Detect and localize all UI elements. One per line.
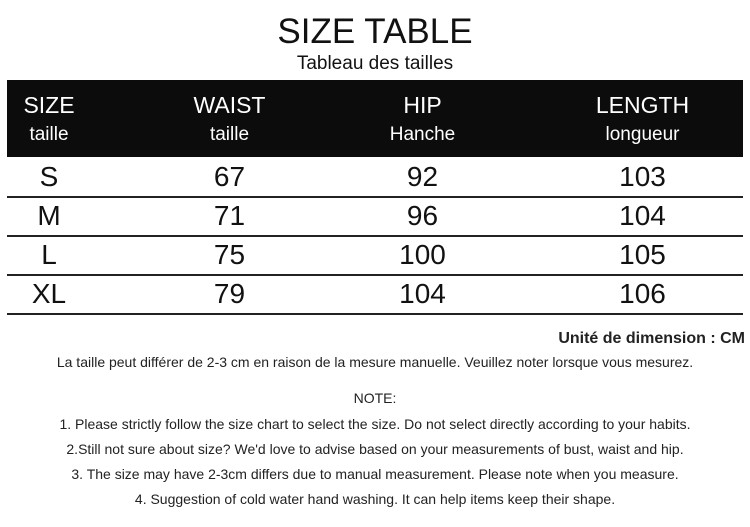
header-size-label: SIZE [23,92,75,118]
header-waist-label: WAIST [193,92,266,118]
length-cell: 103 [619,161,666,192]
header-hip [337,80,508,157]
size-cell: M [37,200,61,231]
note-item: 1. Please strictly follow the size chart to select the size. Do not select directly according to your habits. [59,416,691,432]
length-cell: 104 [619,200,666,231]
hip-cell: 100 [399,239,446,270]
note-item: 3. The size may have 2-3cm differs due to manual measurement. Please note when you measure. [71,466,679,482]
header-waist-label-fr: taille [209,124,250,145]
waist-cell: 79 [213,278,246,309]
length-cell: 106 [619,278,666,309]
size-table-header [7,80,743,157]
table-row [7,196,743,237]
note-title: NOTE: [353,390,397,406]
table-row [7,274,743,315]
table-row [7,235,743,276]
header-size-label-fr: taille [29,124,69,145]
size-cell: S [39,161,59,192]
waist-cell: 67 [213,161,246,192]
header-length-label-fr: longueur [605,124,680,145]
table-row [7,157,743,198]
length-cell: 105 [619,239,666,270]
header-length [555,80,730,157]
page-subtitle: Tableau des tailles [296,53,454,74]
hip-cell: 104 [399,278,446,309]
header-hip-label: HIP [403,92,442,118]
waist-cell: 75 [213,239,246,270]
measurement-disclaimer: La taille peut différer de 2-3 cm en raison de la mesure manuelle. Veuillez noter lorsque vous mesurez. [56,354,694,370]
size-cell: L [41,239,57,270]
unit-label: Unité de dimension : CM [558,330,745,347]
hip-cell: 96 [406,200,439,231]
hip-cell: 92 [406,161,439,192]
size-cell: XL [31,278,67,309]
note-item: 2.Still not sure about size? We'd love to advise based on your measurements of bust, waist and hip. [66,441,684,457]
header-waist [142,80,317,157]
waist-cell: 71 [213,200,246,231]
header-length-label: LENGTH [595,92,690,118]
header-hip-label-fr: Hanche [389,124,456,145]
note-item: 4. Suggestion of cold water hand washing. It can help items keep their shape. [134,491,616,507]
header-size [7,80,91,157]
page-title: SIZE TABLE [277,12,473,51]
